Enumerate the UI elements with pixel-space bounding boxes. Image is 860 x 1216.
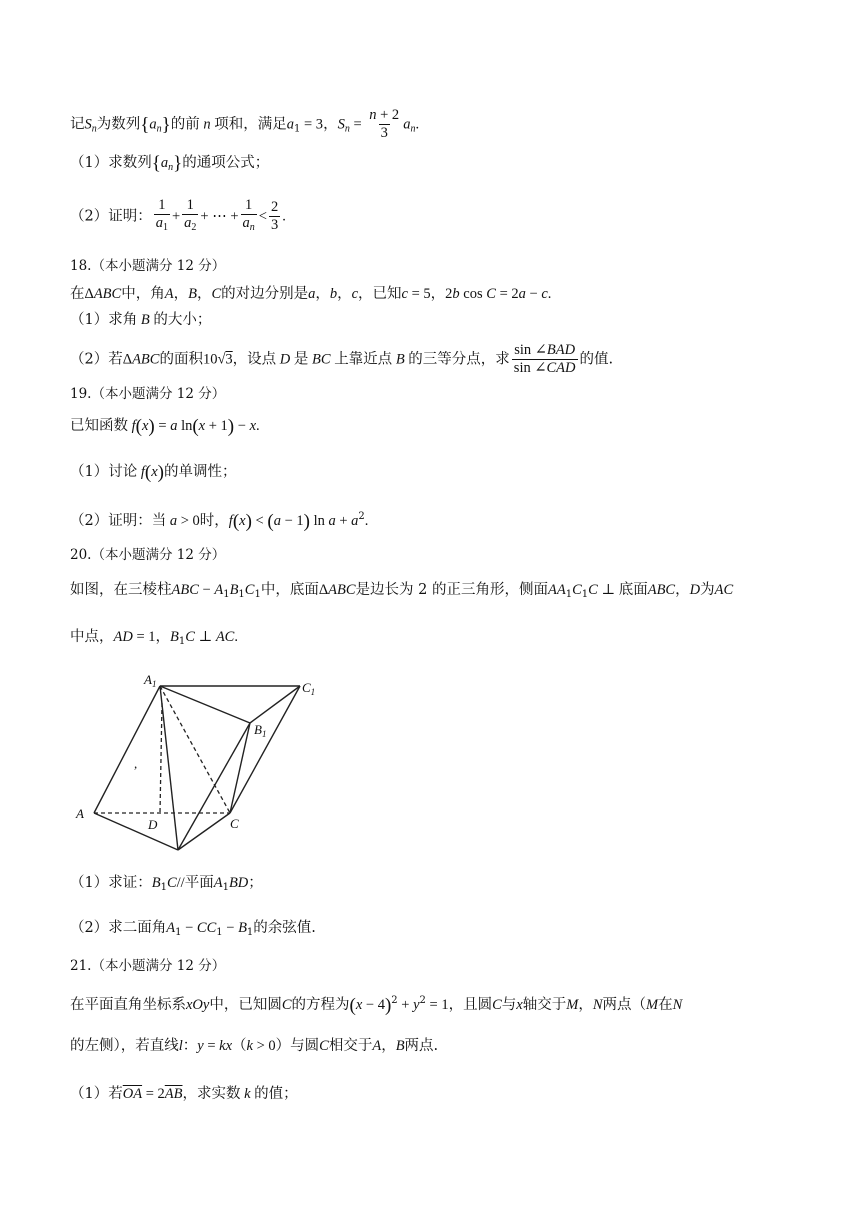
p21-header: 21.（本小题满分 12 分） bbox=[70, 958, 226, 974]
p20-statement-line1: 如图，在三棱柱ABC − $A_1B_1C_1$中，底面ΔABC是边长为 2 的正三角形，侧面$AA_1C_1C$ ⊥ 底面ABC，D为AC bbox=[70, 582, 734, 600]
p21-statement-line1: 在平面直角坐标系xOy中，已知圆C的方程为$(x - 4)^2 + y^2 = 1$，且圆C与x轴交于M，N两点（M在N bbox=[70, 995, 683, 1016]
p19-question-2: （2）证明：当 a > 0时，f(x) < (a − 1) $\ln a + a^2$. bbox=[70, 511, 369, 532]
p20-header: 20.（本小题满分 12 分） bbox=[70, 547, 226, 563]
p20-question-1: （1）求证：$B_1C//$平面$A_1BD$； bbox=[70, 875, 263, 893]
p18-header: 18.（本小题满分 12 分） bbox=[70, 258, 226, 274]
label-D: D bbox=[148, 817, 158, 832]
p21-question-1: （1）若$\overline{OA} = 2\overline{AB}$，求实数 k 的值； bbox=[70, 1086, 298, 1102]
p21-statement-line2: 的左侧），若直线l：y = kx（k > 0）与圆C相交于A，B两点. bbox=[70, 1038, 439, 1054]
p17-question-2: （2）证明： $\frac{1}{a_1}$ + $\frac{1}{a_2}$ + ⋯ + $\frac{1}{a_n}$ < $\frac{2}{3}$ . bbox=[70, 197, 286, 236]
p20-question-2: （2）求二面角$A_1 - CC_1 - B_1$的余弦值. bbox=[70, 920, 316, 938]
label-C1: $C_1$ bbox=[302, 680, 316, 697]
p17-intro: 记$S_n$为数列$\{a_n\}$的前 n 项和，满足$a_1 = 3$，$S_n$ = $\frac{n + 2}{3}$ $a_n$. bbox=[70, 107, 420, 141]
svg-text:,: , bbox=[134, 756, 138, 771]
p17-question-1: （1）求数列$\{a_n\}$的通项公式； bbox=[70, 153, 270, 174]
label-A: A bbox=[76, 806, 84, 821]
p19-header: 19.（本小题满分 12 分） bbox=[70, 386, 226, 402]
p18-question-2: （2）若ΔABC的面积10√3，设点 D 是 BC 上靠近点 B 的三等分点，求 $\frac{\text{sin ∠BAD}}{\text{sin ∠CAD}}$ 的值. bbox=[70, 342, 614, 376]
label-B1: $B_1$ bbox=[254, 722, 267, 739]
p18-statement: 在ΔABC中，角A，B，C的对边分别是a，b，c，已知c = 5，2b cos C = 2a − c. bbox=[70, 286, 552, 302]
prism-figure bbox=[72, 668, 332, 858]
p19-statement: 已知函数 f(x) = a ln(x + 1) − x. bbox=[70, 416, 260, 437]
label-A1: $A_1$ bbox=[144, 672, 157, 689]
p18-question-1: （1）求角 B 的大小； bbox=[70, 312, 212, 328]
p19-question-1: （1）讨论 f(x)的单调性； bbox=[70, 462, 237, 483]
label-C: C bbox=[230, 816, 239, 831]
p20-statement-line2: 中点，AD = 1，$B_1C$ ⊥ AC. bbox=[70, 629, 238, 647]
